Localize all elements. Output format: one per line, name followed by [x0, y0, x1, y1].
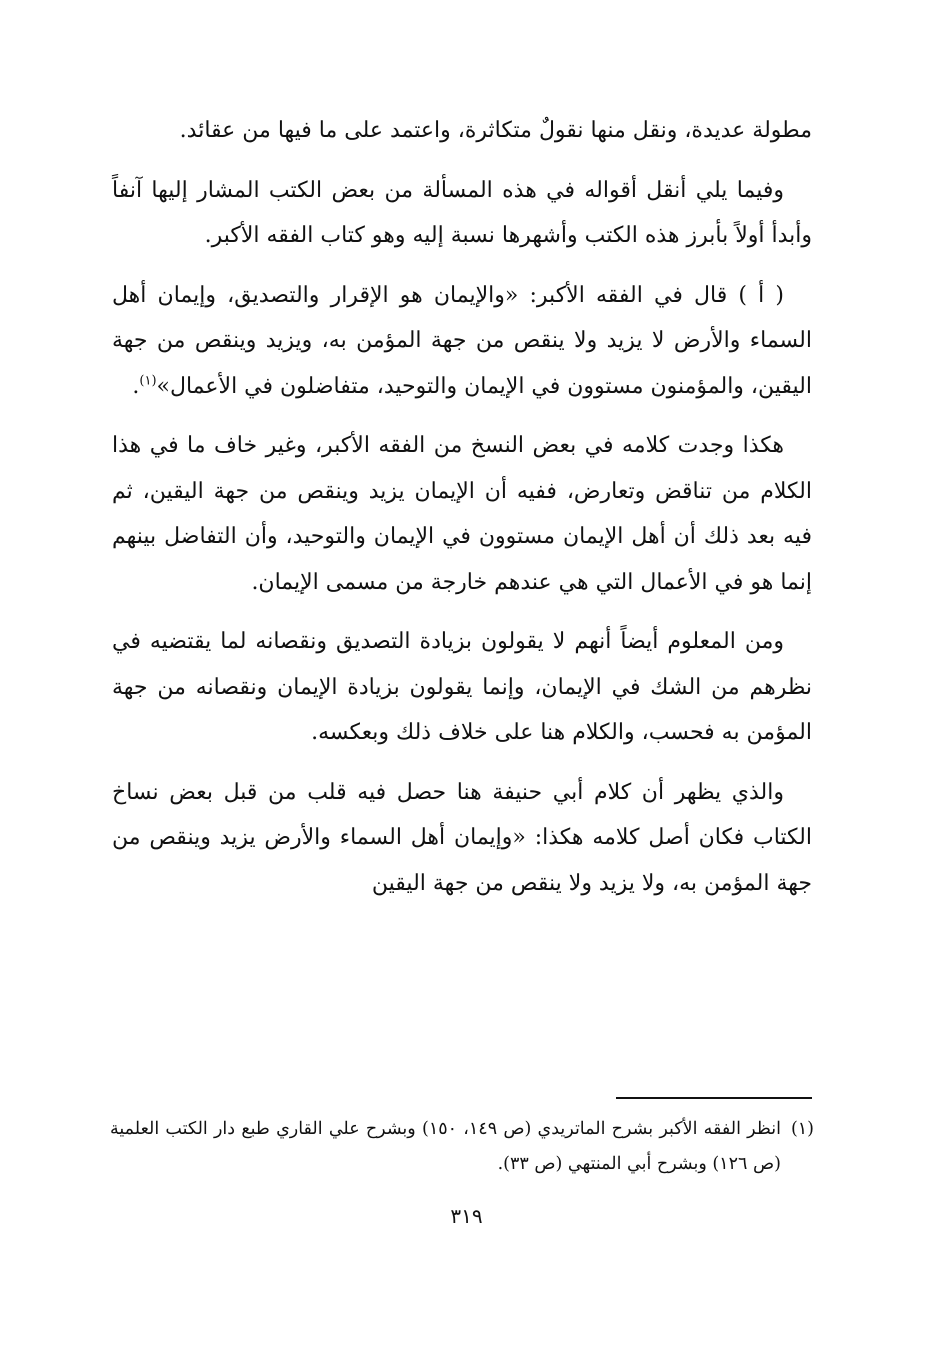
footnote-text: انظر الفقه الأكبر بشرح الماتريدي (ص ١٤٩، ١٥٠) وبشرح علي القاري طبع دار الكتب العلمية (ص ١٢٦) وبشرح أبي المنتهي (ص ٣٣).: [110, 1119, 781, 1174]
paragraph-1: مطولة عديدة، ونقل منها نقولٌ متكاثرة، واعتمد على ما فيها من عقائد.: [179, 118, 812, 143]
main-text: [112, 108, 812, 920]
footnote-number: (١): [790, 1119, 814, 1139]
footnotes: [110, 1112, 814, 1182]
footnote-reference[interactable]: (١): [139, 373, 157, 389]
paragraph-3-text: ( أ ) قال في الفقه الأكبر: «والإيمان هو الإقرار والتصديق، وإيمان أهل السماء والأرض لا يزيد ولا ينقص من جهة المؤمن به، ويزيد وينقص من جهة اليقين، والمؤمنون مستوون في الإيمان والتوحيد، متفاضلون في الأعمال»: [112, 282, 812, 399]
paragraph-4: هكذا وجدت كلامه في بعض النسخ من الفقه الأكبر، وغير خاف ما في هذا الكلام من تناقض وتعارض، ففيه أن الإيمان يزيد وينقص من جهة اليقين، ثم فيه بعد ذلك أن أهل الإيمان مستوون في الإيمان والتوحيد، وأن التفاضل بينهم إنما هو في الأعمال التي هي عندهم خارجة من مسمى الإيمان.: [112, 433, 812, 595]
paragraph-2: وفيما يلي أنقل أقواله في هذه المسألة من بعض الكتب المشار إليها آنفاً وأبدأ أولاً بأبرز هذه الكتب وأشهرها نسبة إليه وهو كتاب الفقه الأكبر.: [112, 177, 812, 248]
paragraph-3-tail: .: [132, 373, 140, 399]
footnote-item: [110, 1112, 814, 1182]
footnote-separator: [616, 1097, 812, 1099]
paragraph-5: ومن المعلوم أيضاً أنهم لا يقولون بزيادة التصديق ونقصانه لما يقتضيه في نظرهم من الشك في الإيمان، وإنما يقولون بزيادة الإيمان ونقصانه من جهة المؤمن به فحسب، والكلام هنا على خلاف ذلك وبعكسه.: [112, 629, 812, 745]
paragraph-3: [112, 273, 812, 410]
paragraph-6: والذي يظهر أن كلام أبي حنيفة هنا حصل فيه قلب من قبل بعض نساخ الكتاب فكان أصل كلامه هكذا: «وإيمان أهل السماء والأرض يزيد وينقص من جهة المؤمن به، ولا يزيد ولا ينقص من جهة اليقين: [112, 779, 812, 896]
page-number: ٣١٩: [450, 1204, 483, 1228]
